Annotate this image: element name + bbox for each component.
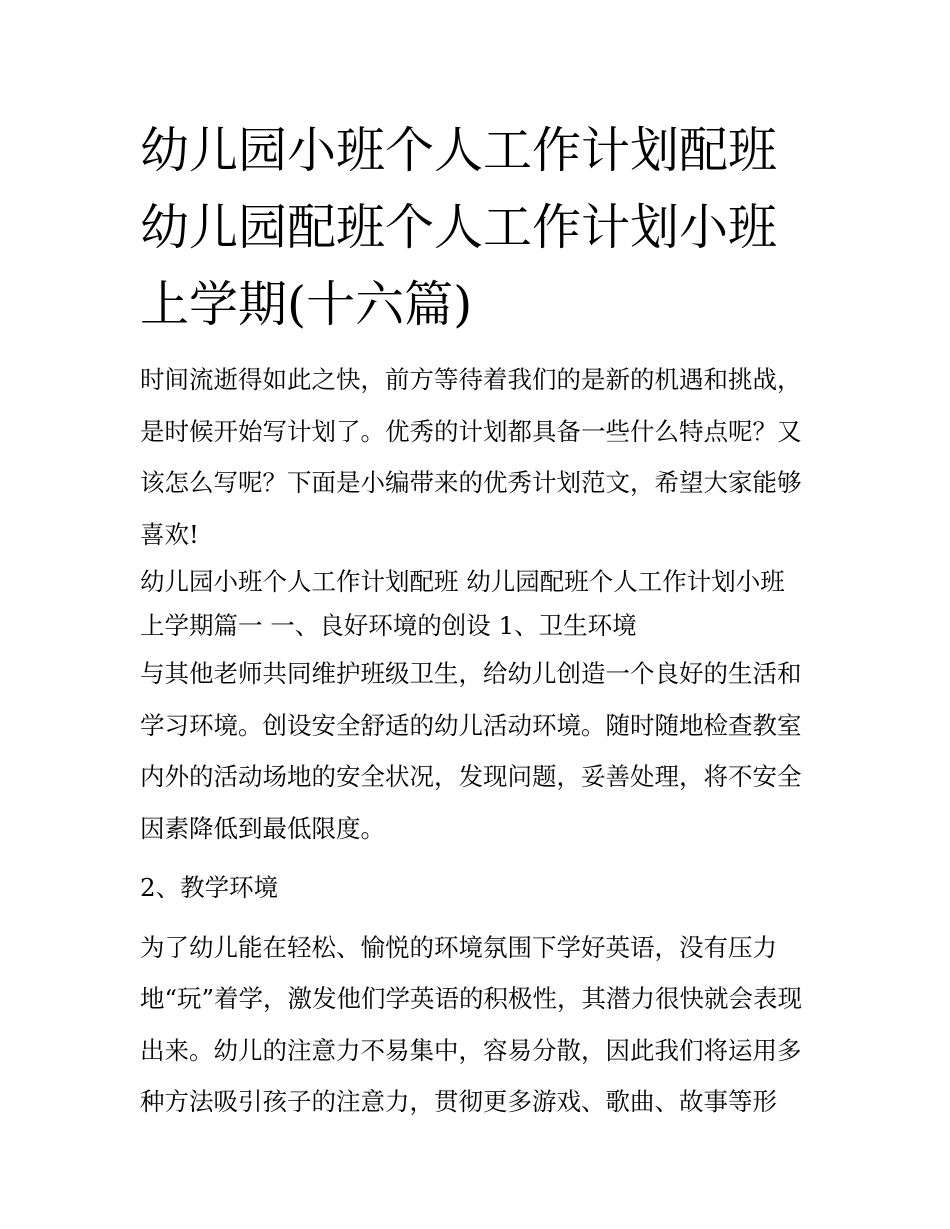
text-line: 该怎么写呢？下面是小编带来的优秀计划范文，希望大家能够 <box>140 468 802 497</box>
text-line: 时间流逝得如此之快，前方等待着我们的是新的机遇和挑战， <box>140 365 802 394</box>
text-line: 种方法吸引孩子的注意力，贯彻更多游戏、歌曲、故事等形 <box>140 1087 777 1116</box>
text-line: 喜欢! <box>140 519 199 549</box>
hygiene-paragraph <box>140 648 820 854</box>
intro-paragraph <box>140 354 820 560</box>
title-line: 上学期(十六篇) <box>140 276 473 333</box>
text-line: 学习环境。创设安全舒适的幼儿活动环境。随时随地检查教室 <box>140 710 802 740</box>
text-line: 内外的活动场地的安全状况，发现问题，妥善处理，将不安全 <box>140 762 802 791</box>
section-heading <box>140 560 820 648</box>
text-line: 2、教学环境 <box>140 873 279 902</box>
text-line: 因素降低到最低限度。 <box>140 813 385 843</box>
text-line: 幼儿园小班个人工作计划配班 幼儿园配班个人工作计划小班 <box>140 567 785 596</box>
text-line: 为了幼儿能在轻松、愉悦的环境氛围下学好英语，没有压力 <box>140 932 777 962</box>
subheading <box>140 862 820 914</box>
text-line: 是时候开始写计划了。优秀的计划都具备一些什么特点呢？又 <box>140 416 802 446</box>
document-title <box>140 112 830 343</box>
text-line: 地“玩”着学，激发他们学英语的积极性，其潜力很快就会表现 <box>140 984 803 1013</box>
text-line: 上学期篇一 一、良好环境的创设 1、卫生环境 <box>140 611 637 640</box>
text-line: 出来。幼儿的注意力不易集中，容易分散，因此我们将运用多 <box>140 1035 802 1065</box>
title-line: 幼儿园小班个人工作计划配班 <box>140 122 778 179</box>
document-body <box>140 354 820 1128</box>
teaching-paragraph <box>140 922 820 1128</box>
text-line: 与其他老师共同维护班级卫生，给幼儿创造一个良好的生活和 <box>140 659 802 688</box>
title-line: 幼儿园配班个人工作计划小班 <box>140 199 778 256</box>
